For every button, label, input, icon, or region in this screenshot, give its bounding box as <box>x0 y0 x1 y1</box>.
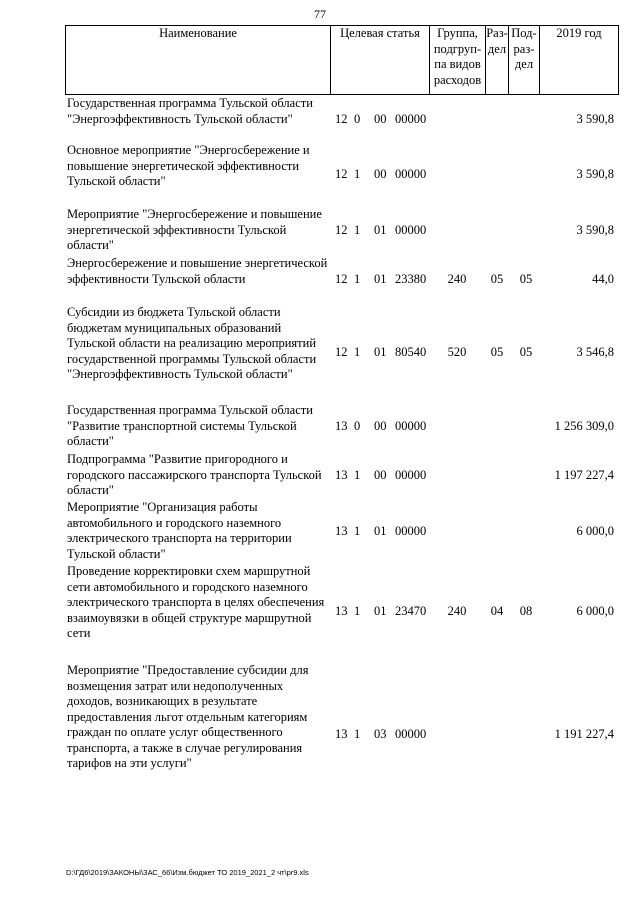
row-c2: 1 <box>354 524 361 538</box>
row-amount: 3 590,8 <box>576 112 614 126</box>
row-name: Энергосбережение и повышение энергетической эффективности Тульской области <box>67 256 328 286</box>
row-c4: 23470 <box>395 604 427 618</box>
row-c4: 00000 <box>395 727 427 741</box>
row-c1: 12 <box>335 112 348 126</box>
row-name: Мероприятие "Организация работы автомобильного и городского наземного электрического транспорта на территории Тульской области" <box>67 500 292 561</box>
row-subsection: 05 <box>519 345 533 359</box>
row-amount: 3 590,8 <box>576 223 614 237</box>
row-amount: 6 000,0 <box>576 524 614 538</box>
row-c4: 23380 <box>395 272 427 286</box>
row-amount: 3 546,8 <box>576 345 614 359</box>
header-group: Группа, подгруп- па видов расходов <box>430 26 486 95</box>
row-c2: 1 <box>354 167 361 181</box>
header-target: Целевая статья <box>331 26 430 95</box>
row-c3: 01 <box>374 345 387 359</box>
row-c4: 80540 <box>395 345 427 359</box>
row-c3: 03 <box>374 727 387 741</box>
row-group: 240 <box>447 604 467 618</box>
row-amount: 6 000,0 <box>576 604 614 618</box>
row-c3: 00 <box>374 167 387 181</box>
page-number: 77 <box>314 7 326 21</box>
row-name: Мероприятие "Энергосбережение и повышение энергетической эффективности Тульской области" <box>67 207 322 252</box>
row-name: Государственная программа Тульской области "Энергоэффективность Тульской области" <box>67 96 313 126</box>
row-amount: 44,0 <box>592 272 614 286</box>
row-c4: 00000 <box>395 419 427 433</box>
row-amount: 1 256 309,0 <box>554 419 614 433</box>
row-c2: 1 <box>354 468 361 482</box>
row-c3: 00 <box>374 112 387 126</box>
row-name: Субсидии из бюджета Тульской области бюджетам муниципальных образований Тульской области на реализацию мероприятий государственной программы Тульской области "Энергоэффективность Тульской области" <box>67 305 317 381</box>
row-name: Проведение корректировки схем маршрутной сети автомобильного и городского наземного электрического транспорта в целях обеспечения взаимоувязки в общей структуре маршрутной сети <box>67 564 325 640</box>
row-group: 520 <box>447 345 467 359</box>
row-c3: 00 <box>374 468 387 482</box>
row-name: Государственная программа Тульской области "Развитие транспортной системы Тульской области" <box>67 403 313 448</box>
row-amount: 3 590,8 <box>576 167 614 181</box>
row-c1: 12 <box>335 223 348 237</box>
row-c3: 00 <box>374 419 387 433</box>
row-section: 04 <box>490 604 504 618</box>
row-c4: 00000 <box>395 524 427 538</box>
header-year: 2019 год <box>540 26 619 95</box>
row-c2: 0 <box>354 419 361 433</box>
row-c1: 13 <box>335 468 348 482</box>
row-amount: 1 191 227,4 <box>554 727 614 741</box>
row-c1: 12 <box>335 167 348 181</box>
row-c3: 01 <box>374 604 387 618</box>
row-c3: 01 <box>374 223 387 237</box>
row-c4: 00000 <box>395 468 427 482</box>
footer-path: D:\ГД6\2019\ЗАКОНЫ\ЗАС_66\Изм.бюджет ТО 2019_2021_2 чт\pr9.xls <box>66 868 309 877</box>
row-c1: 13 <box>335 727 348 741</box>
row-name: Основное мероприятие "Энергосбережение и повышение энергетической эффективности Тульской области" <box>67 143 310 188</box>
row-c2: 0 <box>354 112 361 126</box>
row-section: 05 <box>490 272 504 286</box>
row-c2: 1 <box>354 727 361 741</box>
row-c1: 13 <box>335 604 348 618</box>
row-c1: 13 <box>335 419 348 433</box>
row-subsection: 08 <box>519 604 533 618</box>
row-c2: 1 <box>354 272 361 286</box>
row-c1: 12 <box>335 272 348 286</box>
header-section: Раз- дел <box>486 26 509 95</box>
header-subsection: Под- раз- дел <box>509 26 540 95</box>
row-c4: 00000 <box>395 223 427 237</box>
row-section: 05 <box>490 345 504 359</box>
row-name: Подпрограмма "Развитие пригородного и городского пассажирского транспорта Тульской области" <box>67 452 322 497</box>
header-name: Наименование <box>66 26 331 95</box>
row-c2: 1 <box>354 345 361 359</box>
row-c1: 12 <box>335 345 348 359</box>
row-c4: 00000 <box>395 112 427 126</box>
row-group: 240 <box>447 272 467 286</box>
row-c3: 01 <box>374 272 387 286</box>
row-c3: 01 <box>374 524 387 538</box>
row-amount: 1 197 227,4 <box>554 468 614 482</box>
row-subsection: 05 <box>519 272 533 286</box>
row-c2: 1 <box>354 223 361 237</box>
row-c4: 00000 <box>395 167 427 181</box>
row-c1: 13 <box>335 524 348 538</box>
row-name: Мероприятие "Предоставление субсидии для возмещения затрат или недополученных доходов, возникающих в результате предоставления льгот отдельным категориям граждан по оплате услуг общественного транспорта, а также в случае регулирования тарифов на эти услуги" <box>67 663 309 770</box>
row-c2: 1 <box>354 604 361 618</box>
